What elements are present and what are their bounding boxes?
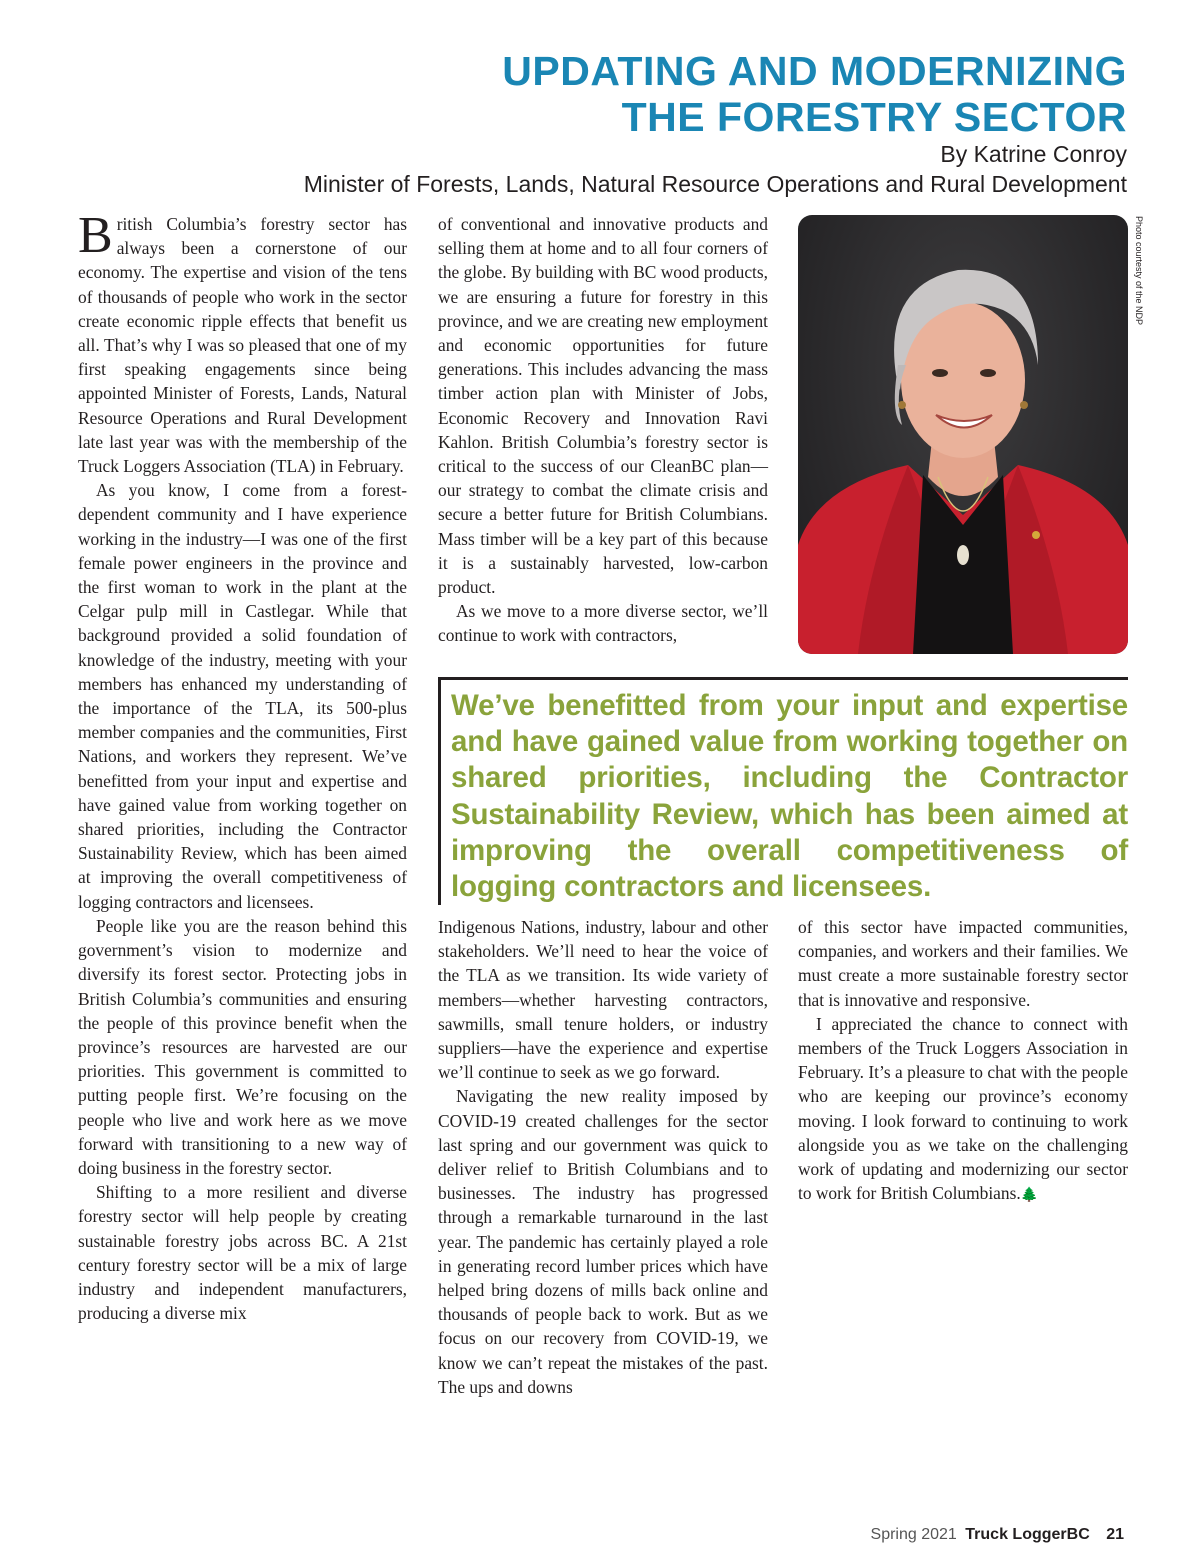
portrait-illustration <box>798 215 1128 654</box>
drop-cap: B <box>78 207 113 264</box>
body-paragraph: Indigenous Nations, industry, labour and other stakeholders. We’ll need to hear the voice of the TLA as we transition. Its wide variety of members—whether harvesting contractors, sawmills, small tenure holders, or industry suppliers—have the experience and expertise we’ll continue to seek as we go forward. <box>438 917 768 1083</box>
pull-quote <box>438 677 1128 905</box>
body-paragraph: Navigating the new reality imposed by COVID-19 created challenges for the sector last spring and our government was quick to deliver relief to British Columbians and to businesses. The industry has progressed through a remarkable turnaround in the last year. The pandemic has certainly played a role in generating record lumber prices which have helped bring dozens of mills back online and thousands of people back to work. But as we focus on our recovery from COVID-19, we know we can’t repeat the mistakes of the past. The ups and downs <box>438 1086 768 1397</box>
body-column-2-top <box>438 212 768 648</box>
author-role: Minister of Forests, Lands, Natural Resource Operations and Rural Development <box>303 171 1127 197</box>
article-title <box>502 48 1127 140</box>
page-footer <box>871 1526 1124 1544</box>
title-line-1: UPDATING AND MODERNIZING <box>502 48 1127 94</box>
body-column-3 <box>798 915 1128 1208</box>
author-byline: By Katrine Conroy <box>940 141 1127 167</box>
body-paragraph: As you know, I come from a forest-dependent community and I have experience working in the industry—I was one of the first female power engineers in the province and the first woman to work in the plant at the Celgar pulp mill in Castlegar. While that background provided a solid foundation of knowledge of the industry, meeting with your members has enhanced my understanding of the importance of the TLA, its 500-plus member companies and the communities, First Nations, and workers they represent. We’ve benefitted from your input and expertise and have gained value from working together on shared priorities, including the Contractor Sustainability Review, which has been aimed at improving the overall competitiveness of logging contractors and licensees. <box>78 480 407 912</box>
body-paragraph: I appreciated the chance to connect with members of the Truck Loggers Association in February. It’s a pleasure to chat with the people who are keeping our province’s economy moving. I look forward to continuing to work alongside you as we take on the challenging work of updating and modernizing our sector to work for British Columbians.🌲 <box>798 1013 1128 1204</box>
body-paragraph: of conventional and innovative products and selling them at home and to all four corners of the globe. By building with BC wood products, we are ensuring a future for forestry in this province, and we are creating new employment and economic opportunities for future generations. This includes advancing the mass timber action plan with Minister of Jobs, Economic Recovery and Innovation Ravi Kahlon. British Columbia’s forestry sector is critical to the success of our CleanBC plan—our strategy to combat the climate crisis and secure a better future for British Columbians. Mass timber will be a key part of this because it is a sustainably harvested, low-carbon product. <box>438 214 768 598</box>
body-paragraph: British Columbia’s forestry sector has always been a cornerstone of our economy. The expertise and vision of the tens of thousands of people who work in the sector create economic ripple effects that benefit us all. That’s why I was so pleased that one of my first speaking engagements since being appointed Minister of Forests, Lands, Natural Resource Operations and Rural Development late last year was with the membership of the Truck Loggers Association (TLA) in February. <box>78 207 407 477</box>
title-line-2: THE FORESTRY SECTOR <box>621 94 1127 140</box>
byline-block <box>304 139 1127 199</box>
body-paragraph: As we move to a more diverse sector, we’ll continue to work with contractors, <box>438 601 768 646</box>
issue-season: Spring 2021 <box>870 1526 957 1543</box>
body-paragraph: of this sector have impacted communities, companies, and workers and their families. We must create a more sustainable forestry sector that is innovative and responsive. <box>798 917 1128 1010</box>
page-number: 21 <box>1106 1526 1124 1543</box>
body-column-1 <box>78 207 407 1325</box>
photo-credit: Photo courtesty of the NDP <box>1134 216 1144 326</box>
author-photo <box>798 215 1128 654</box>
body-paragraph: Shifting to a more resilient and diverse forestry sector will help people by creating sustainable forestry jobs across BC. A 21st century forestry sector will be a mix of large industry and independent manufacturers, producing a diverse mix <box>78 1182 407 1324</box>
pull-quote-text: We’ve benefitted from your input and expertise and have gained value from working together on shared priorities, including the Contractor Sustainability Review, which has been aimed at improving the overall competitiveness of logging contractors and licensees. <box>451 689 1128 904</box>
body-column-2-bottom <box>438 915 768 1399</box>
body-paragraph: People like you are the reason behind this government’s vision to modernize and diversify its forest sector. Protecting jobs in British Columbia’s communities and ensuring the people of this province benefit when the province’s resources are harvested are our priorities. This government is committed to putting people first. We’re focusing on the people who live and work here as we move forward with transitioning to a new way of doing business in the forestry sector. <box>78 915 407 1178</box>
tree-end-mark-icon: 🌲 <box>1020 1188 1039 1204</box>
magazine-name: Truck LoggerBC <box>965 1526 1090 1543</box>
